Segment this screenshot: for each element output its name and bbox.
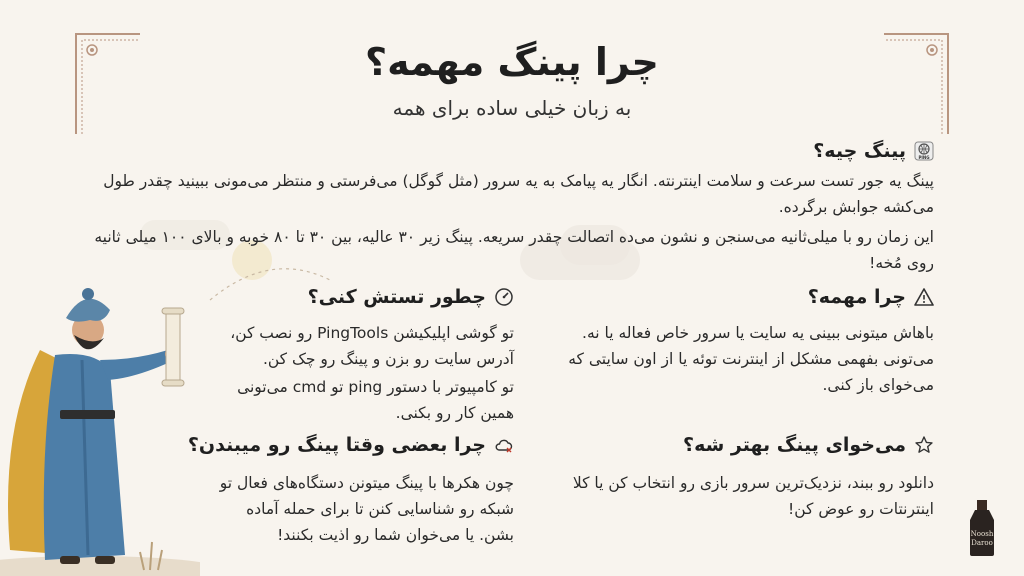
speedometer-icon: [494, 287, 514, 307]
logo-text-line1: Noosh: [970, 530, 994, 538]
section-why-para2: می‌تونی بفهمی مشکل از اینترنت توئه یا از اون سایتی که می‌خوای باز کنی.: [568, 350, 934, 394]
brand-logo-bottle: [962, 498, 1002, 558]
section-how-para2: تو کامپیوتر با دستور ping تو cmd می‌تونی همین کار رو بکنی.: [237, 378, 514, 422]
section-what-para1: پینگ یه جور تست سرعت و سلامت اینترنته. انگار یه پیامک به یه سرور (مثل گوگل) می‌فرستی و منتظر می‌مونی ببینید چقدر طول می‌کشه جوابش برگرده.: [103, 172, 934, 216]
section-hackers-title: چرا بعضی وقتا پینگ رو میبندن؟: [187, 434, 486, 456]
warning-triangle-icon: [914, 287, 934, 307]
section-better-para1: دانلود رو ببند، نزدیک‌ترین سرور بازی رو انتخاب کن یا کلا اینترنتات رو عوض کن!: [572, 474, 934, 518]
section-better-title: می‌خوای پینگ بهتر شه؟: [683, 434, 906, 456]
section-what-para2: این زمان رو با میلی‌ثانیه می‌سنجن و نشون می‌ده اتصالت چقدر سریعه. پینگ زیر ۳۰ عالیه، بین ۳۰ تا ۸۰ خوبه و بالای ۱۰۰ میلی ثانیه روی مُخه!: [94, 228, 934, 272]
svg-text:PING: PING: [918, 155, 930, 160]
frame-corner-top-left: [72, 30, 144, 138]
section-better-heading: [683, 434, 934, 456]
section-how-para1: تو گوشی اپلیکیشن PingTools رو نصب کن، آدرس سایت رو بزن و پینگ رو چک کن.: [230, 324, 514, 368]
scholar-illustration: [0, 280, 200, 576]
star-icon: [914, 435, 934, 455]
section-why-para1: باهاش میتونی ببینی یه سایت یا سرور خاص فعاله یا نه.: [582, 324, 934, 342]
section-what-heading: [813, 140, 934, 162]
cloud-blocked-icon: [494, 435, 514, 455]
section-why-title: چرا مهمه؟: [807, 286, 906, 308]
section-hackers-para1: چون هکرها با پینگ میتونن دستگاه‌های فعال تو شبکه رو شناسایی کنن تا برای حمله آماده بشن. یا می‌خوان شما رو اذیت بکنند!: [219, 474, 514, 544]
section-how-heading: [308, 286, 514, 308]
frame-corner-top-right: [880, 30, 952, 138]
globe-ping-icon: [914, 141, 934, 161]
page-subtitle: به زبان خیلی ساده برای همه: [392, 96, 632, 120]
page-title: چرا پینگ مهمه؟: [365, 40, 659, 84]
section-why-heading: [808, 286, 934, 308]
section-how-title: چطور تستش کنی؟: [307, 286, 486, 308]
section-hackers-heading: [188, 434, 514, 456]
section-what-title: پینگ چیه؟: [813, 140, 906, 162]
logo-text-line2: Daroo: [971, 539, 993, 547]
